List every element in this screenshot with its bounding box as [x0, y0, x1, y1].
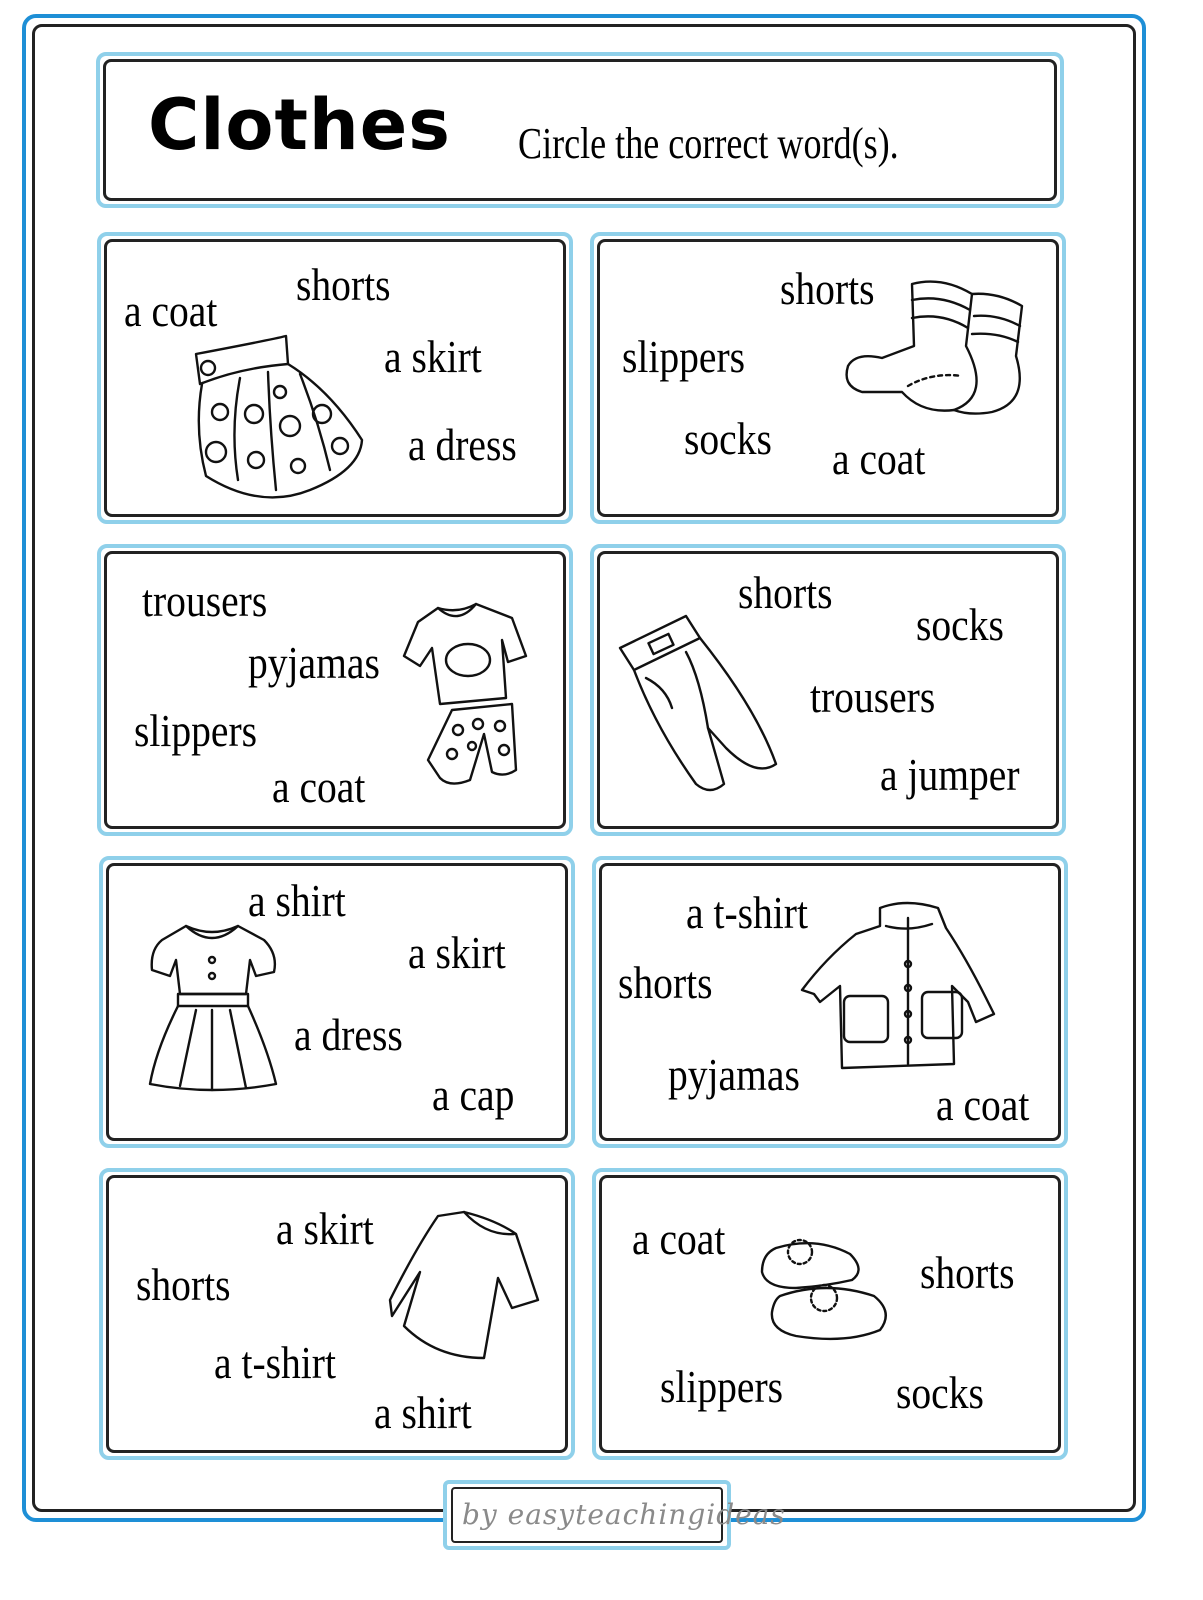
skirt-icon: [190, 330, 370, 506]
word-option[interactable]: a shirt: [248, 875, 346, 926]
word-option[interactable]: shorts: [780, 263, 875, 314]
word-option[interactable]: a cap: [432, 1069, 515, 1120]
word-option[interactable]: a shirt: [374, 1387, 472, 1438]
word-option[interactable]: slippers: [660, 1361, 784, 1412]
word-option[interactable]: a jumper: [880, 749, 1020, 800]
word-option[interactable]: socks: [896, 1367, 984, 1418]
socks-icon: [842, 276, 1028, 416]
pyjamas-icon: [388, 600, 532, 796]
dress-icon: [146, 920, 280, 1092]
worksheet-title: Clothes: [148, 84, 451, 166]
word-option[interactable]: shorts: [920, 1247, 1015, 1298]
word-option[interactable]: slippers: [622, 331, 746, 382]
word-option[interactable]: shorts: [296, 259, 391, 310]
word-option[interactable]: shorts: [738, 567, 833, 618]
word-option[interactable]: a t-shirt: [214, 1337, 336, 1388]
trousers-icon: [616, 608, 786, 800]
word-option[interactable]: a coat: [272, 761, 366, 812]
word-option[interactable]: a coat: [936, 1079, 1030, 1130]
word-option[interactable]: a coat: [124, 285, 218, 336]
word-option[interactable]: a skirt: [276, 1203, 374, 1254]
word-option[interactable]: slippers: [134, 705, 258, 756]
word-option[interactable]: trousers: [142, 575, 268, 626]
word-option[interactable]: trousers: [810, 671, 936, 722]
word-option[interactable]: shorts: [136, 1259, 231, 1310]
word-option[interactable]: socks: [916, 599, 1004, 650]
word-option[interactable]: pyjamas: [248, 637, 380, 688]
tshirt-icon: [386, 1208, 542, 1368]
credit-text: by easyteachingideas: [462, 1498, 786, 1531]
word-option[interactable]: pyjamas: [668, 1049, 800, 1100]
word-option[interactable]: a skirt: [384, 331, 482, 382]
instruction-text: Circle the correct word(s).: [518, 119, 899, 168]
slippers-icon: [756, 1236, 892, 1346]
word-option[interactable]: a dress: [294, 1009, 403, 1060]
word-option[interactable]: socks: [684, 413, 772, 464]
word-option[interactable]: a coat: [632, 1213, 726, 1264]
word-option[interactable]: shorts: [618, 957, 713, 1008]
word-option[interactable]: a coat: [832, 433, 926, 484]
word-option[interactable]: a t-shirt: [686, 887, 808, 938]
word-option[interactable]: a skirt: [408, 927, 506, 978]
coat-icon: [796, 898, 1002, 1074]
word-option[interactable]: a dress: [408, 419, 517, 470]
